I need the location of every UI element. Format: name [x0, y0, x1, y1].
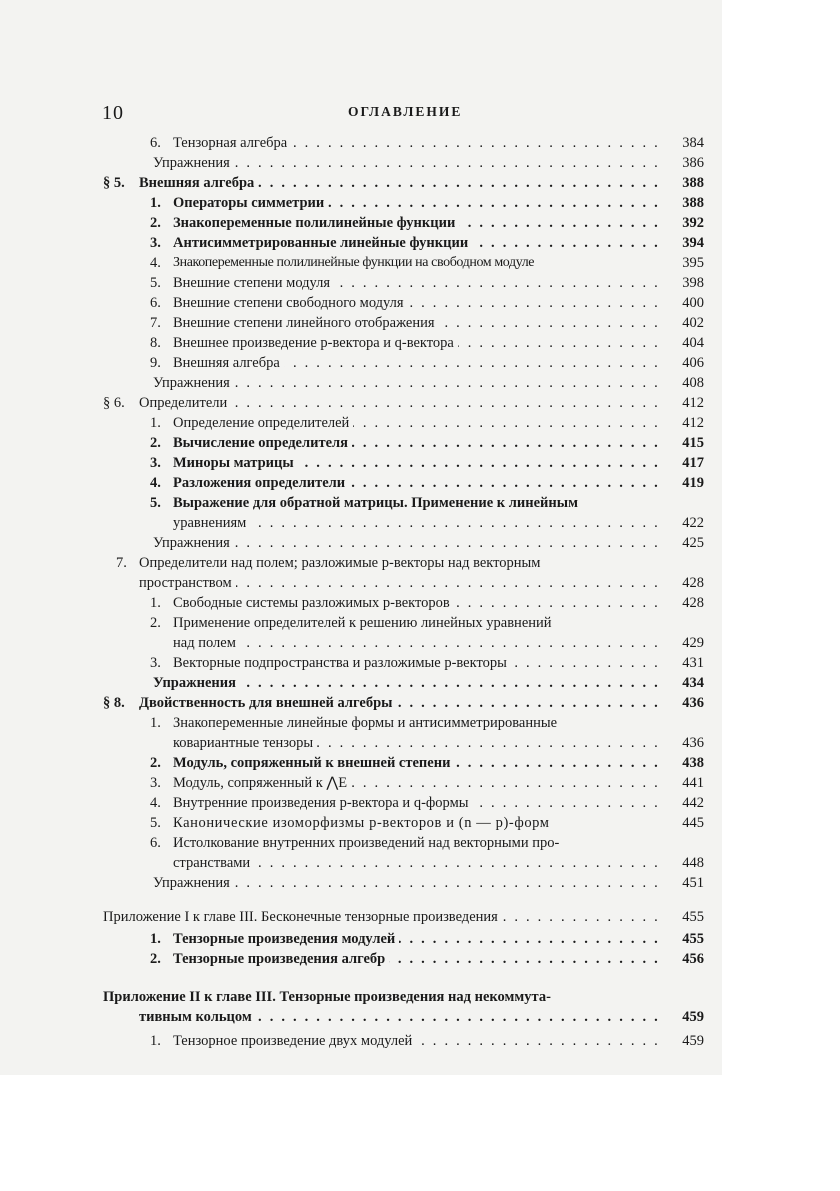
- toc-entry: [0, 273, 840, 293]
- entry-page: 402: [682, 315, 704, 331]
- entry-title: Канонические изоморфизмы p-векторов и (n — p)-форм: [173, 813, 660, 833]
- toc-entry: [0, 353, 840, 373]
- entry-title: Внутренние произведения p-вектора и q-формы . . .: [173, 793, 660, 813]
- toc-entry: [0, 533, 840, 553]
- toc-entry: [0, 673, 840, 693]
- entry-title: Упражнения . . .: [153, 373, 660, 393]
- entry-number: 1.: [150, 715, 161, 731]
- toc-entry: [0, 733, 840, 753]
- entry-title: Тензорные произведения алгебр . . .: [173, 949, 660, 969]
- toc-entry: [0, 713, 840, 733]
- toc-entry: [0, 453, 840, 473]
- toc-entry: [0, 633, 840, 653]
- entry-title: Упражнения . . .: [153, 533, 660, 553]
- entry-title: Тензорные произведения модулей . . .: [173, 929, 660, 949]
- toc-entry: [0, 653, 840, 673]
- entry-page: 428: [682, 595, 704, 611]
- toc-entry: [0, 793, 840, 813]
- page-number: 10: [102, 102, 124, 124]
- entry-page: 392: [682, 215, 704, 231]
- toc-entry: [0, 949, 840, 969]
- entry-title: Приложение II к главе III. Тензорные произведения над некоммута-: [103, 987, 660, 1007]
- toc-entry: [0, 333, 840, 353]
- entry-page: 445: [682, 815, 704, 831]
- entry-title: уравнениям . . .: [173, 513, 660, 533]
- entry-title: пространством . . .: [139, 573, 660, 593]
- entry-number: 4.: [150, 795, 161, 811]
- entry-page: 431: [682, 655, 704, 671]
- entry-page: 395: [682, 255, 704, 271]
- toc-entry: [0, 493, 840, 513]
- entry-title: Антисимметрированные линейные функции . . .: [173, 233, 660, 253]
- entry-title: Внешние степени свободного модуля . . .: [173, 293, 660, 313]
- entry-page: 434: [682, 675, 704, 691]
- entry-title: Внешние степени линейного отображения . . .: [173, 313, 660, 333]
- toc-entry: [0, 253, 840, 273]
- entry-title: странствами . . .: [173, 853, 660, 873]
- entry-number: 1.: [150, 931, 161, 947]
- entry-title: Векторные подпространства и разложимые p-векторы . . .: [173, 653, 660, 673]
- toc-entry: [0, 233, 840, 253]
- entry-page: 455: [682, 931, 704, 947]
- running-title: ОГЛАВЛЕНИЕ: [348, 104, 463, 119]
- entry-title: Знакопеременные полилинейные функции . . .: [173, 213, 660, 233]
- entry-title: Определители над полем; разложимые p-векторы над векторным: [139, 553, 660, 573]
- entry-page: 394: [682, 235, 704, 251]
- entry-number: § 5.: [103, 175, 125, 191]
- toc-entry: [0, 593, 840, 613]
- entry-title: Разложения определители . . .: [173, 473, 660, 493]
- entry-title: Двойственность для внешней алгебры . . .: [139, 693, 660, 713]
- entry-page: 388: [682, 175, 704, 191]
- entry-title: Упражнения . . .: [153, 873, 660, 893]
- toc-appendix: [0, 907, 840, 927]
- toc-entry: [0, 929, 840, 949]
- entry-page: 388: [682, 195, 704, 211]
- toc-entry: [0, 213, 840, 233]
- entry-title: Свободные системы разложимых p-векторов . . .: [173, 593, 660, 613]
- entry-title: Определители . . .: [139, 393, 660, 413]
- toc-entry: [0, 373, 840, 393]
- toc-entry: [0, 313, 840, 333]
- entry-page: 417: [682, 455, 704, 471]
- toc-entry: [0, 613, 840, 633]
- entry-number: 8.: [150, 335, 161, 351]
- entry-page: 428: [682, 575, 704, 591]
- entry-title: Модуль, сопряженный к внешней степени . . .: [173, 753, 660, 773]
- entry-title: тивным кольцом . . .: [139, 1007, 660, 1027]
- entry-number: 5.: [150, 275, 161, 291]
- entry-page: 436: [682, 735, 704, 751]
- entry-page: 400: [682, 295, 704, 311]
- entry-number: 6.: [150, 835, 161, 851]
- entry-number: 5.: [150, 495, 161, 511]
- entry-page: 451: [682, 875, 704, 891]
- entry-page: 412: [682, 415, 704, 431]
- entry-number: 2.: [150, 615, 161, 631]
- entry-title: Выражение для обратной матрицы. Применение к линейным: [173, 493, 660, 513]
- toc-section: [0, 173, 840, 193]
- entry-number: 3.: [150, 655, 161, 671]
- entry-number: 6.: [150, 135, 161, 151]
- entry-number: 6.: [150, 295, 161, 311]
- entry-number: 5.: [150, 815, 161, 831]
- entry-title: Внешние степени модуля . . .: [173, 273, 660, 293]
- toc-entry: [0, 413, 840, 433]
- entry-page: 415: [682, 435, 704, 451]
- entry-page: 459: [682, 1033, 704, 1049]
- entry-title: Определение определителей . . .: [173, 413, 660, 433]
- entry-page: 406: [682, 355, 704, 371]
- entry-number: § 6.: [103, 395, 125, 411]
- entry-title: Внешняя алгебра . . .: [173, 353, 660, 373]
- toc-entry: [0, 153, 840, 173]
- entry-number: 3.: [150, 235, 161, 251]
- entry-title: Упражнения . . .: [153, 673, 660, 693]
- toc-entry: [0, 753, 840, 773]
- entry-title: Модуль, сопряженный к ⋀E . . .: [173, 773, 660, 793]
- entry-number: 1.: [150, 415, 161, 431]
- toc-entry: [0, 833, 840, 853]
- entry-page: 456: [682, 951, 704, 967]
- entry-page: 455: [682, 909, 704, 925]
- entry-page: 412: [682, 395, 704, 411]
- entry-number: 9.: [150, 355, 161, 371]
- toc-section: [0, 553, 840, 573]
- toc-entry: [0, 473, 840, 493]
- entry-page: 442: [682, 795, 704, 811]
- entry-number: 7.: [116, 555, 127, 571]
- toc-section: [0, 693, 840, 713]
- toc-entry: [0, 813, 840, 833]
- entry-title: Операторы симметрии . . .: [173, 193, 660, 213]
- entry-title: Внешнее произведение p-вектора и q-вектора . . .: [173, 333, 660, 353]
- entry-page: 459: [682, 1009, 704, 1025]
- entry-number: 2.: [150, 215, 161, 231]
- toc-entry: [0, 513, 840, 533]
- entry-page: 448: [682, 855, 704, 871]
- entry-number: 3.: [150, 455, 161, 471]
- entry-number: 4.: [150, 255, 161, 271]
- entry-number: 1.: [150, 195, 161, 211]
- toc-entry: [0, 133, 840, 153]
- entry-page: 438: [682, 755, 704, 771]
- entry-number: 2.: [150, 951, 161, 967]
- entry-page: 429: [682, 635, 704, 651]
- entry-title: Внешняя алгебра . . .: [139, 173, 660, 193]
- entry-title: ковариантные тензоры . . .: [173, 733, 660, 753]
- entry-title: Знакопеременные линейные формы и антисимметрированные: [173, 713, 660, 733]
- entry-title: Тензорное произведение двух модулей . . .: [173, 1031, 660, 1051]
- entry-title: Упражнения . . .: [153, 153, 660, 173]
- entry-page: 422: [682, 515, 704, 531]
- entry-title: Истолкование внутренних произведений над векторными про-: [173, 833, 660, 853]
- entry-page: 436: [682, 695, 704, 711]
- entry-number: 1.: [150, 1033, 161, 1049]
- entry-title: над полем . . .: [173, 633, 660, 653]
- entry-page: 384: [682, 135, 704, 151]
- entry-title: Тензорная алгебра . . .: [173, 133, 660, 153]
- page-header: [0, 100, 840, 128]
- toc-entry: [0, 293, 840, 313]
- entry-page: 386: [682, 155, 704, 171]
- entry-title: Применение определителей к решению линейных уравнений: [173, 613, 660, 633]
- entry-page: 404: [682, 335, 704, 351]
- toc-entry: [0, 1031, 840, 1051]
- toc-section: [0, 573, 840, 593]
- entry-number: 2.: [150, 755, 161, 771]
- entry-page: 398: [682, 275, 704, 291]
- entry-title: Знакопеременные полилинейные функции на свободном модуле: [173, 253, 660, 273]
- entry-number: 2.: [150, 435, 161, 451]
- entry-page: 419: [682, 475, 704, 491]
- toc-section: [0, 393, 840, 413]
- toc-entry: [0, 853, 840, 873]
- entry-title: Приложение I к главе III. Бесконечные тензорные произведения . . .: [103, 907, 660, 927]
- entry-number: § 8.: [103, 695, 125, 711]
- toc-entry: [0, 873, 840, 893]
- toc-entry: [0, 193, 840, 213]
- entry-title: Миноры матрицы . . .: [173, 453, 660, 473]
- entry-number: 3.: [150, 775, 161, 791]
- entry-title: Вычисление определителя . . .: [173, 433, 660, 453]
- toc-entry: [0, 773, 840, 793]
- toc-appendix: [0, 1007, 840, 1027]
- entry-number: 1.: [150, 595, 161, 611]
- toc-entry: [0, 433, 840, 453]
- entry-number: 7.: [150, 315, 161, 331]
- entry-number: 4.: [150, 475, 161, 491]
- toc-appendix: [0, 987, 840, 1007]
- entry-page: 441: [682, 775, 704, 791]
- entry-page: 425: [682, 535, 704, 551]
- entry-page: 408: [682, 375, 704, 391]
